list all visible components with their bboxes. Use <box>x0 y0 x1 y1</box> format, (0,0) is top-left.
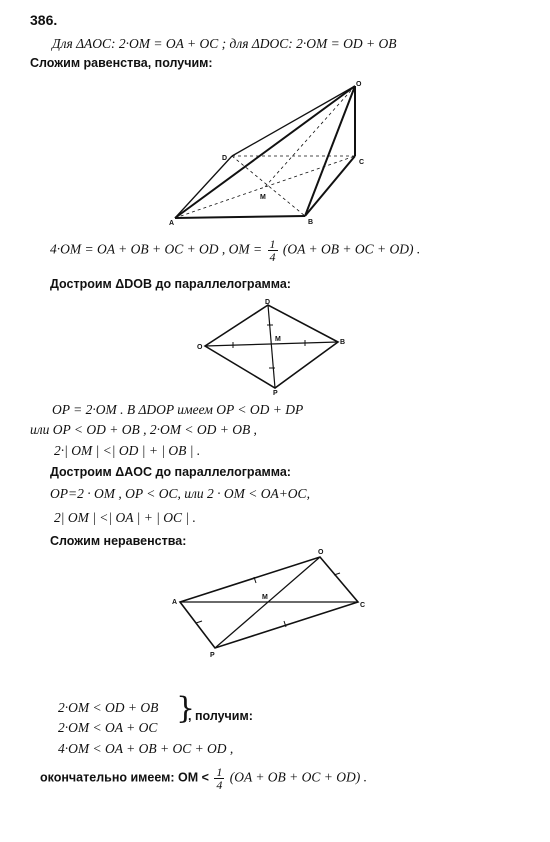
pyramid-label-c: C <box>359 159 365 166</box>
frac-den: 4 <box>269 250 276 264</box>
rhombus-label-o: O <box>197 344 203 351</box>
ineq-result-text: , получим: <box>188 709 253 723</box>
line-aoc-doc: Для ΔAOC: 2·OM = OA + OC ; для ΔDOC: 2·OM = OD + OB <box>52 36 397 51</box>
pyramid-label-b: B <box>308 219 314 226</box>
op-line-4: OP=2 · OM , OP < OC, или 2 · OM < OA+OC, <box>50 486 310 501</box>
sum-equation-left: 4·OM = OA + OB + OC + OD , OM = <box>50 241 263 257</box>
fraction-quarter <box>268 238 278 263</box>
final-frac-num: 1 <box>216 765 223 779</box>
rhombus-label-d: D <box>265 299 271 306</box>
parallelogram-label-m: M <box>262 594 268 601</box>
pyramid-label-d: D <box>222 155 228 162</box>
parallelogram-label-o: O <box>318 549 324 556</box>
op-line-5: 2| OM | <| OA | + | OC | . <box>54 510 196 525</box>
parallelogram-label-p: P <box>210 652 215 659</box>
final-left: окончательно имеем: OM < <box>40 770 209 785</box>
pyramid-label-o: O <box>356 81 362 88</box>
rhombus-figure <box>195 298 350 397</box>
sum-equation-right: (OA + OB + OC + OD) . <box>282 241 421 257</box>
pyramid-label-m: M <box>260 194 266 201</box>
inequality-2: 2·OM < OA + OC <box>58 720 158 735</box>
parallelogram-label-a: A <box>172 599 178 606</box>
frac-num: 1 <box>269 237 276 251</box>
build-parallelogram-aoc: Достроим ΔAOC до параллелограмма: <box>50 465 291 479</box>
rhombus-label-p: P <box>273 390 278 397</box>
op-line-3: 2·| OM | <| OD | + | OB | . <box>54 443 201 458</box>
parallelogram-figure <box>170 545 370 660</box>
pyramid-label-a: A <box>169 220 175 227</box>
build-parallelogram-dob: Достроим ΔDOB до параллелограмма: <box>50 277 291 291</box>
final-result <box>40 766 367 791</box>
add-inequalities-text: Сложим неравенства: <box>50 534 187 548</box>
final-right: (OA + OB + OC + OD) . <box>229 769 368 785</box>
parallelogram-label-c: C <box>360 602 366 609</box>
rhombus-label-b: B <box>340 339 346 346</box>
problem-number: 386. <box>30 12 58 28</box>
inequality-1: 2·OM < OD + OB <box>58 700 159 715</box>
add-equalities-text: Сложим равенства, получим: <box>30 56 213 70</box>
rhombus-label-m: M <box>275 336 281 343</box>
brace-icon: } <box>176 691 196 726</box>
final-frac-den: 4 <box>216 778 223 792</box>
op-line-1: OP = 2·OM . В ΔDOP имеем OP < OD + DP <box>52 402 304 417</box>
op-line-2: или OP < OD + OB , 2·OM < OD + OB , <box>30 422 257 437</box>
final-fraction-quarter <box>214 766 224 791</box>
sum-equation <box>50 238 420 263</box>
inequality-3: 4·OM < OA + OB + OC + OD , <box>58 741 234 756</box>
pyramid-figure <box>160 78 380 228</box>
